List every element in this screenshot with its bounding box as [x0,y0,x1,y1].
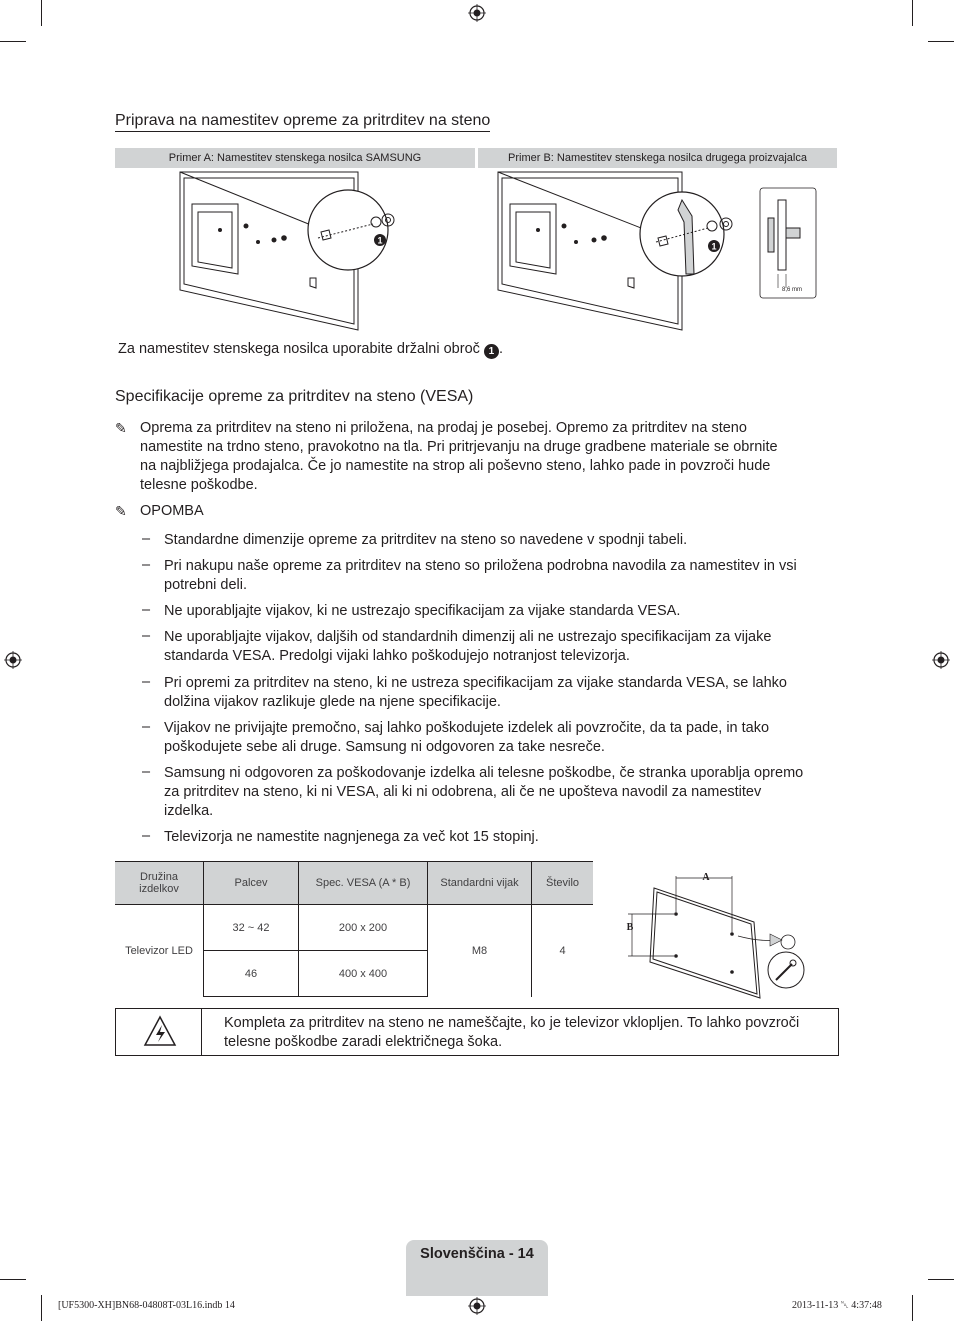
bullet-dash: – [142,602,151,618]
header-screw: Standardni vijak [428,862,532,905]
bullet-dash: – [142,628,151,644]
bullet-text: potrebni deli. [164,577,248,593]
cell-inches: 46 [204,951,299,997]
crop-mark [41,0,42,26]
crop-mark [41,1295,42,1321]
note-line: na najbližjega prodajalca. Če jo namestite na strop ali poševno steno, lahko pade in povzroči hude [140,458,771,474]
vesa-spec-table [115,861,593,997]
note-line: namestite na trdno steno, pravokotno na tla. Pri pritrjevanju na druge gradbene materiale se obrnite [140,439,778,455]
crop-mark [0,1279,26,1280]
crop-mark [928,41,954,42]
note-line: telesne poškodbe. [140,477,258,493]
opomba-pencil-icon: ✎ [115,503,127,519]
bullet-text: Televizorja ne namestite nagnjenega za več kot 15 stopinj. [164,829,539,845]
warning-separator [201,1009,202,1055]
bullet-text: izdelka. [164,803,214,819]
instruction-end: . [498,341,503,357]
figure-example-b [496,170,836,340]
table-header-row [115,862,593,905]
crop-mark [928,1279,954,1280]
header-product-family: Družina izdelkov [115,862,204,905]
registration-mark-icon [4,651,22,669]
instruction-marker-number: 1 [488,346,495,357]
slug-right: 2013-11-13 ␀ 4:37:48 [792,1300,882,1311]
bullet-text: poškodujete sebe ali druge. Samsung ni odgovoren za take nesreče. [164,739,605,755]
bullet-text: standarda VESA. Predolgi vijaki lahko poškodujejo notranjost televizorja. [164,648,630,664]
registration-mark-icon [932,651,950,669]
warning-box [115,1008,839,1056]
bullet-text: Ne uporabljajte vijakov, daljših od standardnih dimenzij ali ne ustrezajo specifikacijam za vijake [164,629,772,645]
instruction-label: Za namestitev stenskega nosilca uporabite držalni obroč [118,341,480,357]
instruction-marker-icon [484,344,499,359]
crop-mark [912,1295,913,1321]
cell-vesa: 400 x 400 [299,951,428,997]
bullet-dash: – [142,828,151,844]
bullet-text: Pri opremi za pritrditev na steno, ki ne ustreza specifikacijam za vijake standarda VESA, se lahko [164,675,787,691]
bullet-dash: – [142,719,151,735]
crop-mark [912,0,913,26]
header-inches: Palcev [204,862,299,905]
bullet-dash: – [142,764,151,780]
figure-marker-a: 1 [377,235,383,246]
opomba-label: OPOMBA [140,503,204,519]
page-number-label: Slovenščina - 14 [420,1246,534,1262]
bullet-dash: – [142,531,151,547]
warning-line: Kompleta za pritrditev na steno ne nameščajte, ko je televizor vklopljen. To lahko povzroči [224,1015,800,1031]
bullet-dash: – [142,674,151,690]
warning-electric-icon [143,1015,177,1047]
section-title-preparation: Priprava na namestitev opreme za pritrditev na steno [115,112,490,132]
diagram-label-a: A [702,872,710,883]
header-count: Število [532,862,594,905]
bullet-text: Ne uporabljajte vijakov, ki ne ustrezajo specifikacijam za vijake standarda VESA. [164,603,681,619]
bullet-text: Pri nakupu naše opreme za pritrditev na steno so priložena podrobna navodila za namestitev in vsi [164,558,797,574]
warning-text [224,1014,834,1052]
bullet-text: Vijakov ne privijajte premočno, saj lahko poškodujete izdelek ali povzročite, da ta pade, in tako [164,720,770,736]
registration-mark-icon [468,4,486,22]
bullet-dash: – [142,557,151,573]
header-vesa: Spec. VESA (A * B) [299,862,428,905]
measure-label: 8,6 mm [781,287,803,293]
diagram-label-b: B [626,922,634,933]
bullet-text: Standardne dimenzije opreme za pritrditev na steno so navedene v spodnji tabeli. [164,532,688,548]
warning-line: telesne poškodbe zaradi električnega šoka. [224,1034,503,1050]
cell-product-family: Televizor LED [115,905,204,997]
table-row [115,905,593,951]
caption-example-b: Primer B: Namestitev stenskega nosilca drugega proizvajalca [478,148,837,168]
vesa-diagram [620,866,820,1000]
figure-example-a [178,170,408,340]
note-line: Oprema za pritrditev na steno ni priložena, na prodaj je posebej. Opremo za pritrditev na steno [140,420,747,436]
cell-screw: M8 [428,905,532,997]
cell-count: 4 [532,905,594,997]
note-pencil-icon: ✎ [115,420,127,436]
cell-inches: 32 ~ 42 [204,905,299,951]
bullet-text: dolžina vijakov razlikuje glede na njene specifikacije. [164,694,501,710]
bullet-text: za pritrditev na steno, ki ni VESA, ali ki ni odobrena, ali če ne upošteva navodil za namestitev [164,784,762,800]
slug-left: [UF5300-XH]BN68-04808T-03L16.indb 14 [58,1300,235,1311]
caption-example-a: Primer A: Namestitev stenskega nosilca SAMSUNG [115,148,475,168]
crop-mark [0,41,26,42]
bullet-text: Samsung ni odgovoren za poškodovanje izdelka ali telesne poškodbe, če stranka uporablja opremo [164,765,804,781]
figure-marker-b: 1 [711,241,717,252]
instruction-text [118,340,503,359]
cell-vesa: 200 x 200 [299,905,428,951]
registration-mark-icon [468,1297,486,1315]
section-title-vesa: Specifikacije opreme za pritrditev na steno (VESA) [115,388,474,405]
